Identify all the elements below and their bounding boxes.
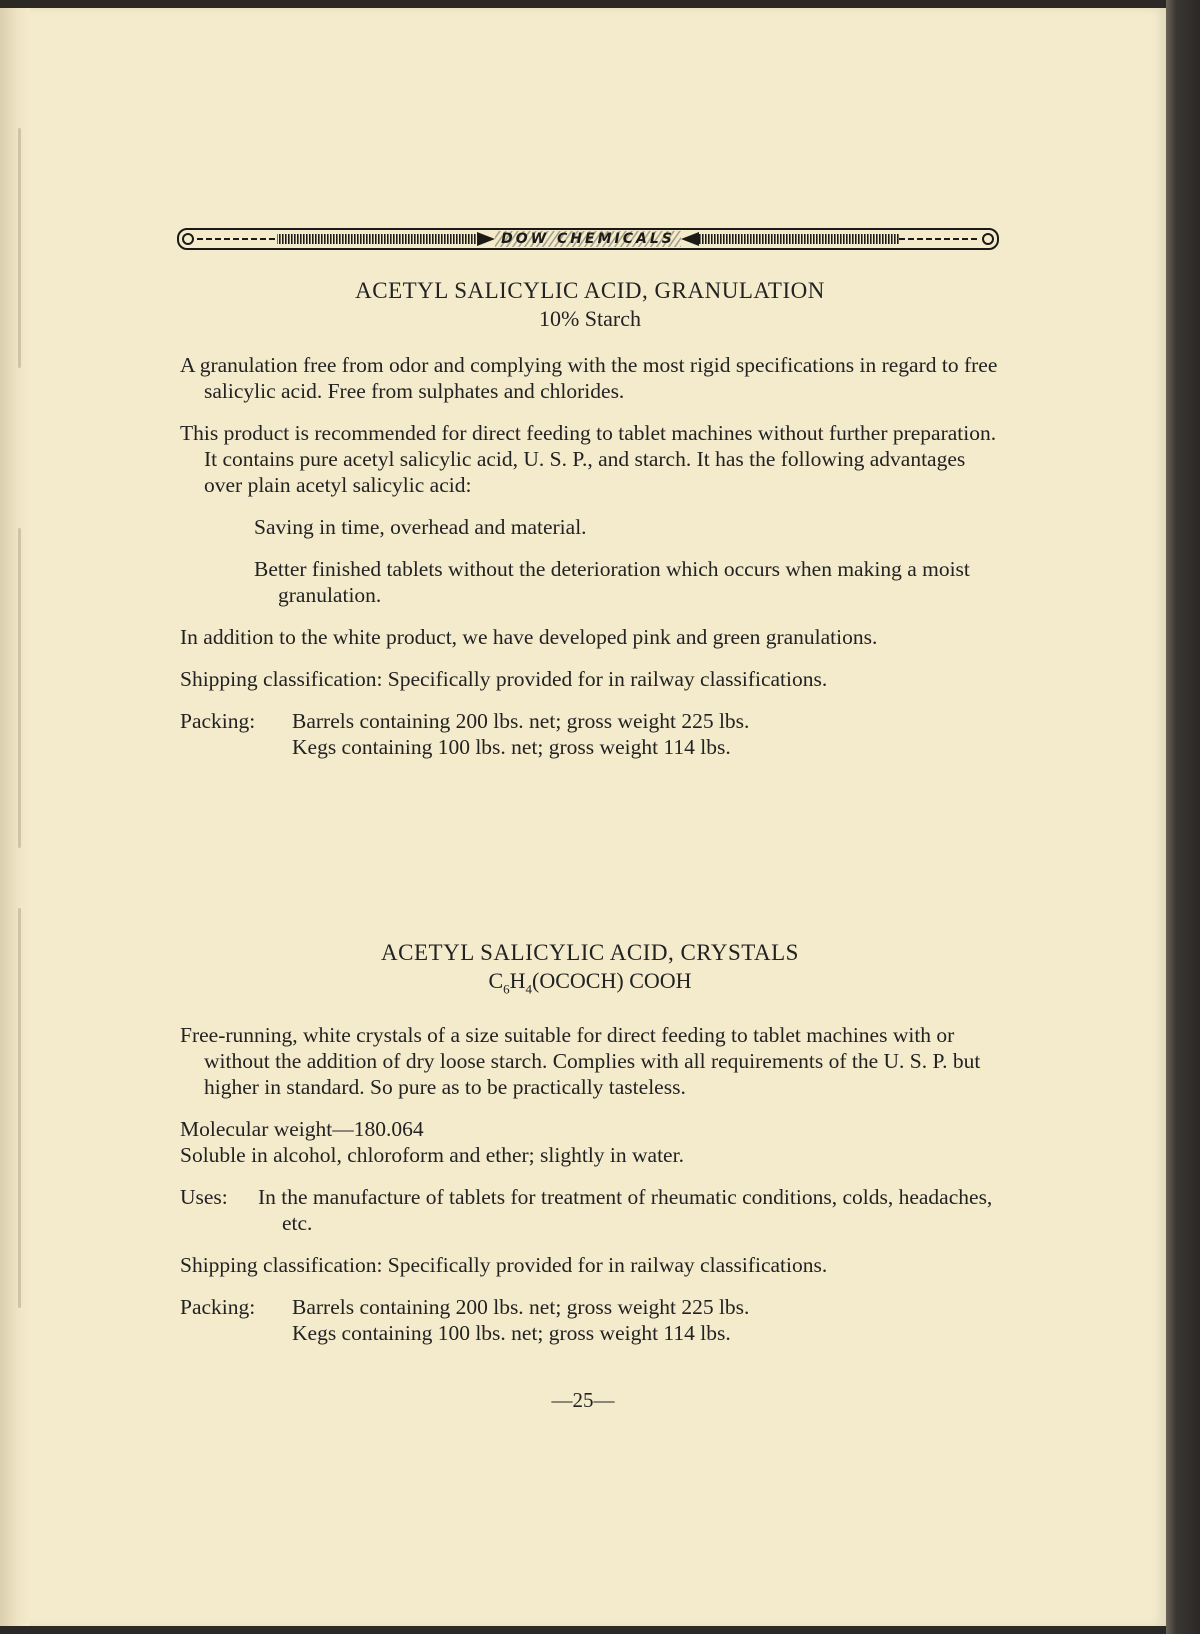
binding-crease <box>18 908 21 1308</box>
uses-text: In the manufacture of tablets for treatment of rheumatic conditions, colds, headaches, etc. <box>258 1185 993 1236</box>
formula-element: H <box>509 968 526 993</box>
dow-chemicals-banner <box>177 228 999 250</box>
formula-element: C <box>488 968 504 993</box>
section-title: ACETYL SALICYLIC ACID, CRYSTALS <box>381 940 799 965</box>
packing-line: Barrels containing 200 lbs. net; gross weight 225 lbs. <box>292 1295 750 1320</box>
uses-label: Uses: <box>180 1185 228 1210</box>
book-page <box>0 8 1166 1626</box>
formula-subscript: 6 <box>503 981 510 997</box>
packing-block <box>180 1294 1000 1346</box>
packing-label: Packing: <box>180 709 256 733</box>
section-title: ACETYL SALICYLIC ACID, GRANULATION <box>355 278 825 303</box>
packing-line: Kegs containing 100 lbs. net; gross weight 114 lbs. <box>292 735 731 759</box>
description-paragraph: A granulation free from odor and complying with the most rigid specifications in regard to free salicylic acid. Free from sulphates and chlorides. <box>180 353 998 403</box>
packing-line: Kegs containing 100 lbs. net; gross weight 114 lbs. <box>292 1321 731 1346</box>
solubility: Soluble in alcohol, chloroform and ether; slightly in water. <box>180 1143 684 1168</box>
banner-title: DOW CHEMICALS <box>501 231 675 247</box>
packing-label: Packing: <box>180 1295 256 1320</box>
packing-block <box>180 708 1000 760</box>
advantage-item: Saving in time, overhead and material. <box>254 515 587 539</box>
shipping-classification: Shipping classification: Specifically provided for in railway classifications. <box>180 1253 828 1278</box>
packing-line: Barrels containing 200 lbs. net; gross weight 225 lbs. <box>292 709 750 733</box>
uses-block <box>180 1184 1000 1236</box>
formula-subscript: 4 <box>525 981 533 997</box>
description-paragraph: Free-running, white crystals of a size suitable for direct feeding to tablet machines with or without the addition of dry loose starch. Complies with all requirements of the U. S. P. but higher in standard. So pure as to be practically tasteless. <box>180 1023 981 1100</box>
section-subtitle: 10% Starch <box>538 306 642 331</box>
advantage-item: Better finished tablets without the deterioration which occurs when making a moist granulation. <box>254 557 970 607</box>
crystals-section <box>180 940 1000 1346</box>
granulation-section <box>180 278 1000 760</box>
formula-group: (OCOCH) COOH <box>532 968 692 993</box>
binding-crease <box>18 528 21 848</box>
page-binding <box>0 8 30 1626</box>
chemical-formula <box>180 968 1000 1002</box>
recommendation-paragraph: This product is recommended for direct feeding to tablet machines without further preparation. It contains pure acetyl salicylic acid, U. S. P., and starch. It has the following advantages over plain acetyl salicylic acid: <box>180 421 997 497</box>
page-number: —25— <box>551 1388 615 1412</box>
additional-products-paragraph: In addition to the white product, we have developed pink and green granulations. <box>180 625 878 649</box>
book-cover-edge <box>1166 0 1200 1634</box>
shipping-classification: Shipping classification: Specifically provided for in railway classifications. <box>180 667 828 691</box>
molecular-weight: Molecular weight—180.064 <box>180 1117 424 1142</box>
binding-crease <box>18 128 21 368</box>
